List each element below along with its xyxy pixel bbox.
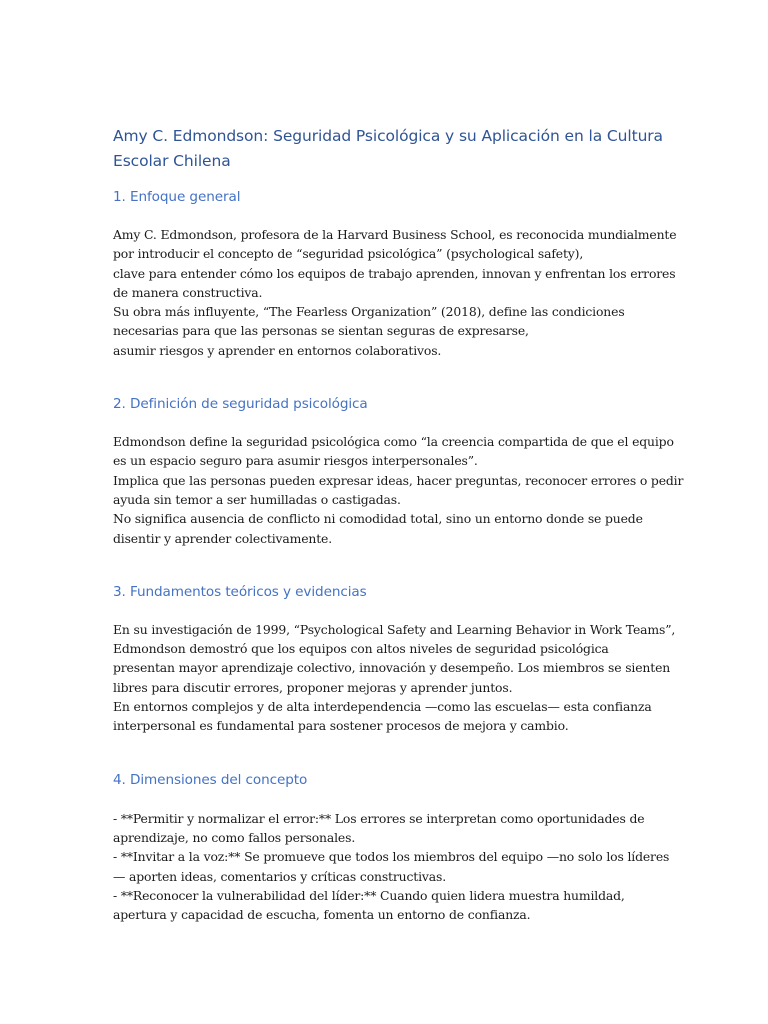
document-body xyxy=(113,124,684,924)
section-heading-enfoque-general: 1. Enfoque general xyxy=(113,189,241,205)
section-paragraph-dimensiones xyxy=(113,809,670,925)
paragraph-line: Edmondson demostró que los equipos con altos niveles de seguridad psicológica xyxy=(113,641,609,657)
paragraph-line: Amy C. Edmondson, profesora de la Harvard Business School, es reconocida mundialmente xyxy=(113,227,677,242)
paragraph-line: - **Reconocer la vulnerabilidad del líder:** Cuando quien lidera muestra humildad, xyxy=(113,887,625,903)
paragraph-line: clave para entender cómo los equipos de trabajo aprenden, innovan y enfrentan los errores xyxy=(113,265,676,281)
paragraph-line: Su obra más influyente, “The Fearless Organization” (2018), define las condiciones xyxy=(113,304,625,320)
paragraph-line: por introducir el concepto de “seguridad psicológica” (psychological safety), xyxy=(113,246,584,262)
section-heading-fundamentos: 3. Fundamentos teóricos y evidencias xyxy=(113,583,367,600)
paragraph-line: - **Permitir y normalizar el error:** Los errores se interpretan como oportunidades de xyxy=(113,810,645,826)
paragraph-line: En entornos complejos y de alta interdependencia —como las escuelas— esta confianza xyxy=(113,699,652,715)
paragraph-line: - **Invitar a la voz:** Se promueve que todos los miembros del equipo —no solo los líderes xyxy=(113,849,670,865)
paragraph-line: libres para discutir errores, proponer mejoras y aprender juntos. xyxy=(113,679,513,695)
paragraph-line: disentir y aprender colectivamente. xyxy=(113,530,333,546)
section-paragraph-fundamentos xyxy=(113,620,676,736)
document-title-line: Amy C. Edmondson: Seguridad Psicológica y su Aplicación en la Cultura xyxy=(113,127,663,145)
paragraph-line: aprendizaje, no como fallos personales. xyxy=(113,829,356,845)
paragraph-line: apertura y capacidad de escucha, fomenta un entorno de confianza. xyxy=(113,907,531,923)
paragraph-line: interpersonal es fundamental para sostener procesos de mejora y cambio. xyxy=(113,718,569,734)
document-title xyxy=(113,124,663,174)
paragraph-line: No significa ausencia de conflicto ni comodidad total, sino un entorno donde se puede xyxy=(113,511,643,527)
paragraph-line: Implica que las personas pueden expresar ideas, hacer preguntas, reconocer errores o pedir xyxy=(113,472,684,488)
section-heading-definicion: 2. Definición de seguridad psicológica xyxy=(113,396,368,413)
paragraph-line: ayuda sin temor a ser humilladas o castigadas. xyxy=(113,491,401,507)
paragraph-line: presentan mayor aprendizaje colectivo, innovación y desempeño. Los miembros se sienten xyxy=(113,660,671,676)
section-paragraph-definicion xyxy=(113,432,684,548)
document-title-line: Escolar Chilena xyxy=(113,152,231,170)
paragraph-line: Edmondson define la seguridad psicológica como “la creencia compartida de que el equipo xyxy=(113,434,674,450)
paragraph-line: es un espacio seguro para asumir riesgos interpersonales”. xyxy=(113,453,478,469)
section-paragraph-enfoque-general xyxy=(113,225,677,360)
paragraph-line: asumir riesgos y aprender en entornos colaborativos. xyxy=(113,342,442,358)
paragraph-line: de manera constructiva. xyxy=(113,284,263,300)
paragraph-line: necesarias para que las personas se sientan seguras de expresarse, xyxy=(113,323,529,339)
section-heading-dimensiones: 4. Dimensiones del concepto xyxy=(113,771,308,788)
paragraph-line: En su investigación de 1999, “Psychological Safety and Learning Behavior in Work Teams”, xyxy=(113,621,676,637)
paragraph-line: — aporten ideas, comentarios y críticas constructivas. xyxy=(113,868,446,884)
